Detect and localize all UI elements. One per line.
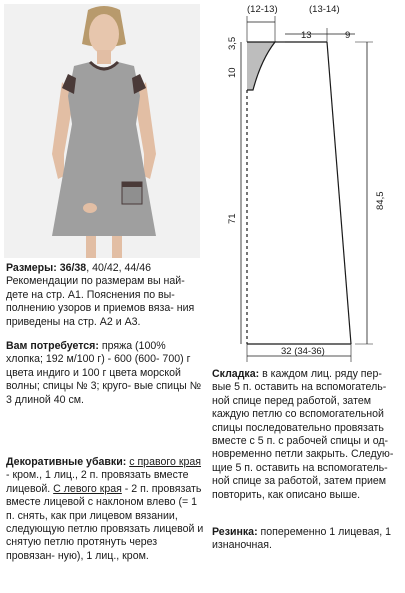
sizes-others: , 40/42, 44/46 (86, 262, 151, 274)
sizes-main: 36/38 (59, 262, 87, 274)
model-photo (4, 4, 200, 258)
dim-top-right-label: (13-14) (309, 4, 340, 15)
dim-neck-label: 13 (301, 30, 312, 41)
dim-top-left-label: (12-13) (247, 4, 278, 15)
side-edge (327, 42, 351, 344)
dim-armhole-upper-label: 3,5 (227, 36, 238, 50)
fold-section (212, 368, 400, 502)
rib-section (212, 526, 400, 553)
materials-text: пряжа (100% хлопка; 192 м/100 г) - 600 (600- 700) г цвета индиго и 100 г цвета морской волны; спицы № 3; круго- вые спицы № 3 длиной 40 см. (6, 340, 202, 406)
dim-bottom-label: 32 (34-36) (281, 346, 325, 357)
sizes-text: Рекомендации по размерам вы най- дете на стр. A1. Пояснения по вы- полнению узоров и приемов вяза- ния приведены на стр. A2 и A3. (6, 275, 195, 328)
left-edge-label: С левого края (53, 482, 122, 495)
rib-label: Резинка: (212, 526, 258, 538)
decreases-label: Декоративные убавки: (6, 456, 127, 468)
sizes-section (6, 262, 204, 329)
dim-side-label: 71 (227, 213, 238, 224)
pattern-schematic (205, 0, 405, 366)
fold-label: Складка: (212, 368, 260, 380)
rib-text: попеременно 1 лицевая, 1 изнаночная. (212, 526, 391, 552)
dim-shoulder-label: 9 (345, 30, 351, 41)
decreases-section (6, 456, 204, 563)
dim-armhole-label: 10 (227, 67, 238, 78)
right-edge-label: с правого края (129, 456, 201, 468)
dim-total-label: 84,5 (375, 191, 386, 210)
right-edge-text: - кром., 1 лиц., 2 п. провязать вместе лицевой. (6, 469, 189, 495)
materials-label: Вам потребуется: (6, 340, 99, 352)
model-illustration (4, 4, 200, 258)
fold-text: в каждом лиц. ряду пер- вые 5 п. оставить на вспомогатель- ной спице перед работой, затем каждую петлю со вспомогательной спицы последовательно провязать вместе с 5 п. с рабочей спицы и од- новременно петли закрыть. Следую- щие 5 п. оставить на вспомогатель- ной спице за работой, затем прием повторить, как описано выше. (212, 368, 394, 501)
materials-section (6, 340, 204, 407)
sizes-label: Размеры: (6, 262, 57, 274)
left-edge-text: - 2 п. провязать вместе лицевой с наклоном влево (= 1 п. снять, как при лицевом вязании, следующую петлю провязать лицевой и снятую петлю протянуть через провязан- ную), 1 лиц., кром. (6, 482, 204, 562)
